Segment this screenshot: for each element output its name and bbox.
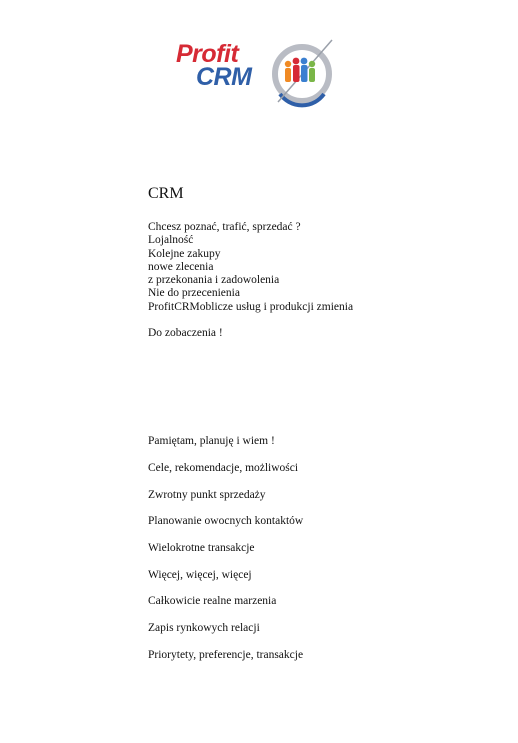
profitcrm-logo [176, 36, 338, 108]
phrase-item: Całkowicie realne marzenia [148, 595, 277, 607]
phrase-item: Więcej, więcej, więcej [148, 569, 252, 581]
phrase-item: Pamiętam, planuję i wiem ! [148, 435, 275, 447]
people-ring-icon [272, 36, 338, 108]
phrase-item: Planowanie owocnych kontaktów [148, 515, 304, 527]
logo-word-crm: CRM [196, 63, 252, 91]
intro-line: Kolejne zakupy [148, 247, 221, 260]
intro-line: Chcesz poznać, trafić, sprzedać ? [148, 221, 301, 233]
intro-line: ProfitCRMoblicze usług i produkcji zmienia [148, 300, 354, 313]
closing-line: Do zobaczenia ! [148, 327, 223, 339]
phrase-item: Cele, rekomendacje, możliwości [148, 462, 299, 474]
phrase-item: Zapis rynkowych relacji [148, 622, 260, 634]
intro-line: Nie do przecenienia [148, 287, 240, 300]
logo-word-profit: Profit [176, 40, 239, 68]
intro-line: nowe zlecenia [148, 260, 214, 273]
intro-block [148, 221, 478, 314]
document-title: CRM [148, 185, 184, 202]
intro-line: Lojalność [148, 234, 194, 247]
phrase-item: Wielokrotne transakcje [148, 542, 255, 554]
phrase-item: Priorytety, preferencje, transakcje [148, 649, 304, 661]
phrase-item: Zwrotny punkt sprzedaży [148, 489, 266, 501]
intro-line: z przekonania i zadowolenia [148, 274, 280, 287]
